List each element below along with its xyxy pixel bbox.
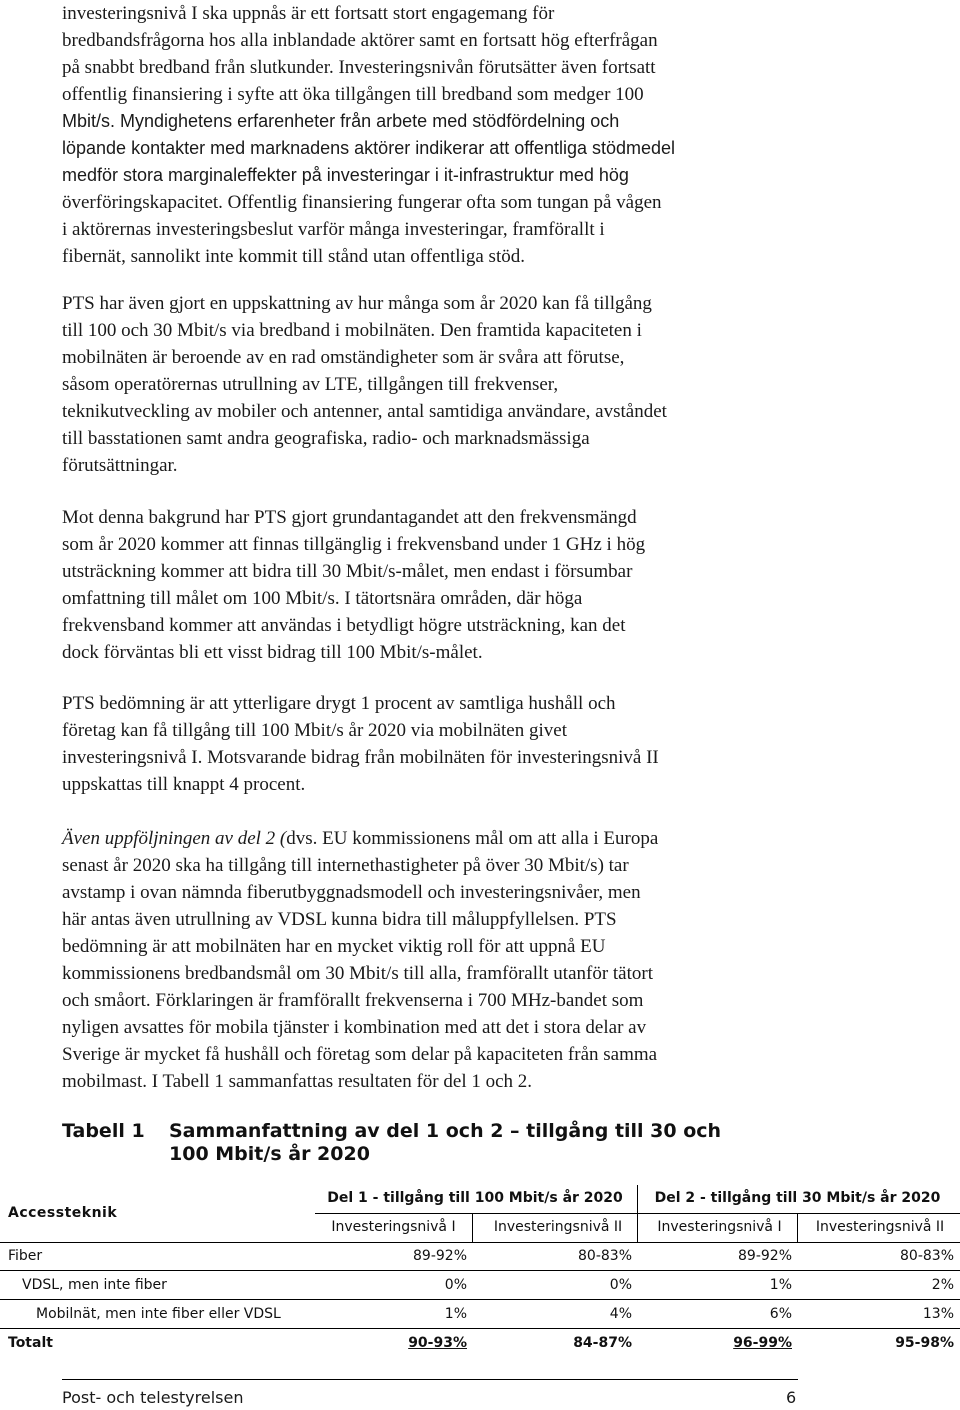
table-row-label: Mobilnät, men inte fiber eller VDSL — [36, 1306, 281, 1322]
text-line: Mot denna bakgrund har PTS gjort grundantagandet att den frekvensmängd — [62, 507, 637, 528]
text-line: senast år 2020 ska ha tillgång till internethastigheter på över 30 Mbit/s) tar — [62, 855, 629, 876]
text-line: dock förväntas bli ett visst bidrag till 100 Mbit/s-målet. — [62, 642, 483, 663]
text-line: Sverige är mycket få hushåll och företag som delar på kapaciteten från samma — [62, 1044, 658, 1065]
table-total-cell: 95-98% — [895, 1335, 954, 1351]
table-caption-label: Tabell 1 — [62, 1120, 145, 1142]
table-caption-title-line2: 100 Mbit/s år 2020 — [169, 1143, 370, 1165]
body-paragraph-3 — [62, 504, 942, 666]
table-rule — [0, 1270, 960, 1271]
text-line: kommissionens bredbandsmål om 30 Mbit/s till alla, framförallt utanför tätort — [62, 963, 654, 984]
table-cell: 0% — [609, 1277, 632, 1293]
body-paragraph-2 — [62, 290, 942, 479]
table-rule — [0, 1328, 960, 1329]
text-line: investeringsnivå I ska uppnås är ett fortsatt stort engagemang för — [62, 3, 555, 24]
text-line: PTS har även gjort en uppskattning av hur många som år 2020 kan få tillgång — [62, 293, 652, 314]
footer-organization: Post- och telestyrelsen — [62, 1388, 244, 1407]
text-line: frekvensband kommer att användas i betydligt högre utsträckning, kan det — [62, 615, 626, 636]
text-line: till 100 och 30 Mbit/s via bredband i mobilnäten. Den framtida kapaciteten i — [62, 320, 642, 341]
table-total-label: Totalt — [8, 1335, 53, 1351]
table-row-label: VDSL, men inte fiber — [22, 1277, 167, 1293]
text-line: i aktörernas investeringsbeslut varför många investeringar, framförallt i — [62, 219, 605, 240]
text-line: på snabbt bredband från slutkunder. Investeringsnivån förutsätter även fortsatt — [62, 57, 656, 78]
table-cell: 6% — [769, 1306, 792, 1322]
table-total-cell: 90-93% — [408, 1335, 467, 1351]
table-subheader: Investeringsnivå I — [657, 1219, 782, 1235]
footer-rule — [62, 1379, 798, 1380]
table-column-divider — [797, 1213, 798, 1242]
text-line: investeringsnivå I. Motsvarande bidrag från mobilnäten för investeringsnivå II — [62, 747, 659, 768]
text-line: såsom operatörernas utrullning av LTE, tillgången till frekvenser, — [62, 374, 559, 395]
table-cell: 2% — [931, 1277, 954, 1293]
text-line: utsträckning kommer att bidra till 30 Mbit/s-målet, men endast i försumbar — [62, 561, 633, 582]
table-cell: 89-92% — [738, 1248, 792, 1264]
text-line: mobilnäten är beroende av en rad omständigheter som är svåra att förutse, — [62, 347, 625, 368]
text-line: bredbandsfrågorna hos alla inblandade aktörer samt en fortsatt hög efterfrågan — [62, 30, 658, 51]
text-line: mobilmast. I Tabell 1 sammanfattas resultaten för del 1 och 2. — [62, 1071, 533, 1092]
table-cell: 1% — [444, 1306, 467, 1322]
text-line: som år 2020 kommer att finnas tillgänglig i frekvensband under 1 GHz i hög — [62, 534, 646, 555]
text-line: PTS bedömning är att ytterligare drygt 1 procent av samtliga hushåll och — [62, 693, 616, 714]
text-line: offentlig finansiering i syfte att öka tillgången till bredband som medger 100 — [62, 84, 644, 105]
table-subheader: Investeringsnivå I — [331, 1219, 456, 1235]
table-column-divider — [472, 1213, 473, 1242]
text-line: och småort. Förklaringen är framförallt frekvenserna i 700 MHz-bandet som — [62, 990, 644, 1011]
text-line: här antas även utrullning av VDSL kunna bidra till måluppfyllelsen. PTS — [62, 909, 617, 930]
table-cell: 80-83% — [900, 1248, 954, 1264]
text-line — [62, 825, 942, 852]
table-row-header: Accessteknik — [8, 1205, 118, 1221]
text-line: Mbit/s. Myndighetens erfarenheter från arbete med stödfördelning och — [62, 111, 620, 131]
body-paragraph-5 — [62, 825, 942, 1095]
table-total-cell: 84-87% — [573, 1335, 632, 1351]
table-cell: 0% — [444, 1277, 467, 1293]
table-cell: 4% — [609, 1306, 632, 1322]
table-cell: 89-92% — [413, 1248, 467, 1264]
text-line: uppskattas till knappt 4 procent. — [62, 774, 306, 795]
text-line: teknikutveckling av mobiler och antenner, antal samtidiga användare, avståndet — [62, 401, 667, 422]
footer-page-number: 6 — [786, 1388, 797, 1407]
table-rule — [0, 1242, 960, 1243]
text-line: bedömning är att mobilnäten har en mycket viktig roll för att uppnå EU — [62, 936, 606, 957]
table-cell: 80-83% — [578, 1248, 632, 1264]
text-line: nyligen avsattes för mobila tjänster i kombination med att det i stora delar av — [62, 1017, 647, 1038]
table-caption-title-line1: Sammanfattning av del 1 och 2 – tillgång till 30 och — [169, 1120, 722, 1142]
table-group-header-1: Del 1 - tillgång till 100 Mbit/s år 2020 — [327, 1190, 623, 1206]
text-line: till basstationen samt andra geografiska, radio- och marknadsmässiga — [62, 428, 590, 449]
text-line: medför stora marginaleffekter på investeringar i it-infrastruktur med hög — [62, 165, 629, 185]
table-rule — [0, 1299, 960, 1300]
table-subheader: Investeringsnivå II — [815, 1219, 945, 1235]
italic-lead-in: Även uppföljningen av del 2 ( — [62, 828, 287, 849]
text-line: överföringskapacitet. Offentlig finansiering fungerar ofta som tungan på vågen — [62, 192, 662, 213]
text-line: avstamp i ovan nämnda fiberutbyggnadsmodell och investeringsnivåer, men — [62, 882, 641, 903]
table-row-label: Fiber — [8, 1248, 43, 1264]
table-cell: 13% — [922, 1306, 954, 1322]
text-line-rest: dvs. EU kommissionens mål om att alla i Europa — [286, 828, 659, 849]
table-group-header-2: Del 2 - tillgång till 30 Mbit/s år 2020 — [654, 1190, 941, 1206]
body-paragraph-4 — [62, 690, 942, 798]
text-line: omfattning till målet om 100 Mbit/s. I tätortsnära områden, där höga — [62, 588, 583, 609]
table-cell: 1% — [769, 1277, 792, 1293]
table-total-cell: 96-99% — [733, 1335, 792, 1351]
text-line: löpande kontakter med marknadens aktörer indikerar att offentliga stödmedel — [62, 138, 676, 158]
text-line: fibernät, sannolikt inte kommit till stånd utan offentliga stöd. — [62, 246, 525, 267]
table-column-divider — [637, 1185, 638, 1242]
text-line: förutsättningar. — [62, 455, 178, 476]
body-paragraph-1 — [62, 0, 942, 270]
table-subheader: Investeringsnivå II — [493, 1219, 623, 1235]
text-line: företag kan få tillgång till 100 Mbit/s år 2020 via mobilnäten givet — [62, 720, 567, 741]
